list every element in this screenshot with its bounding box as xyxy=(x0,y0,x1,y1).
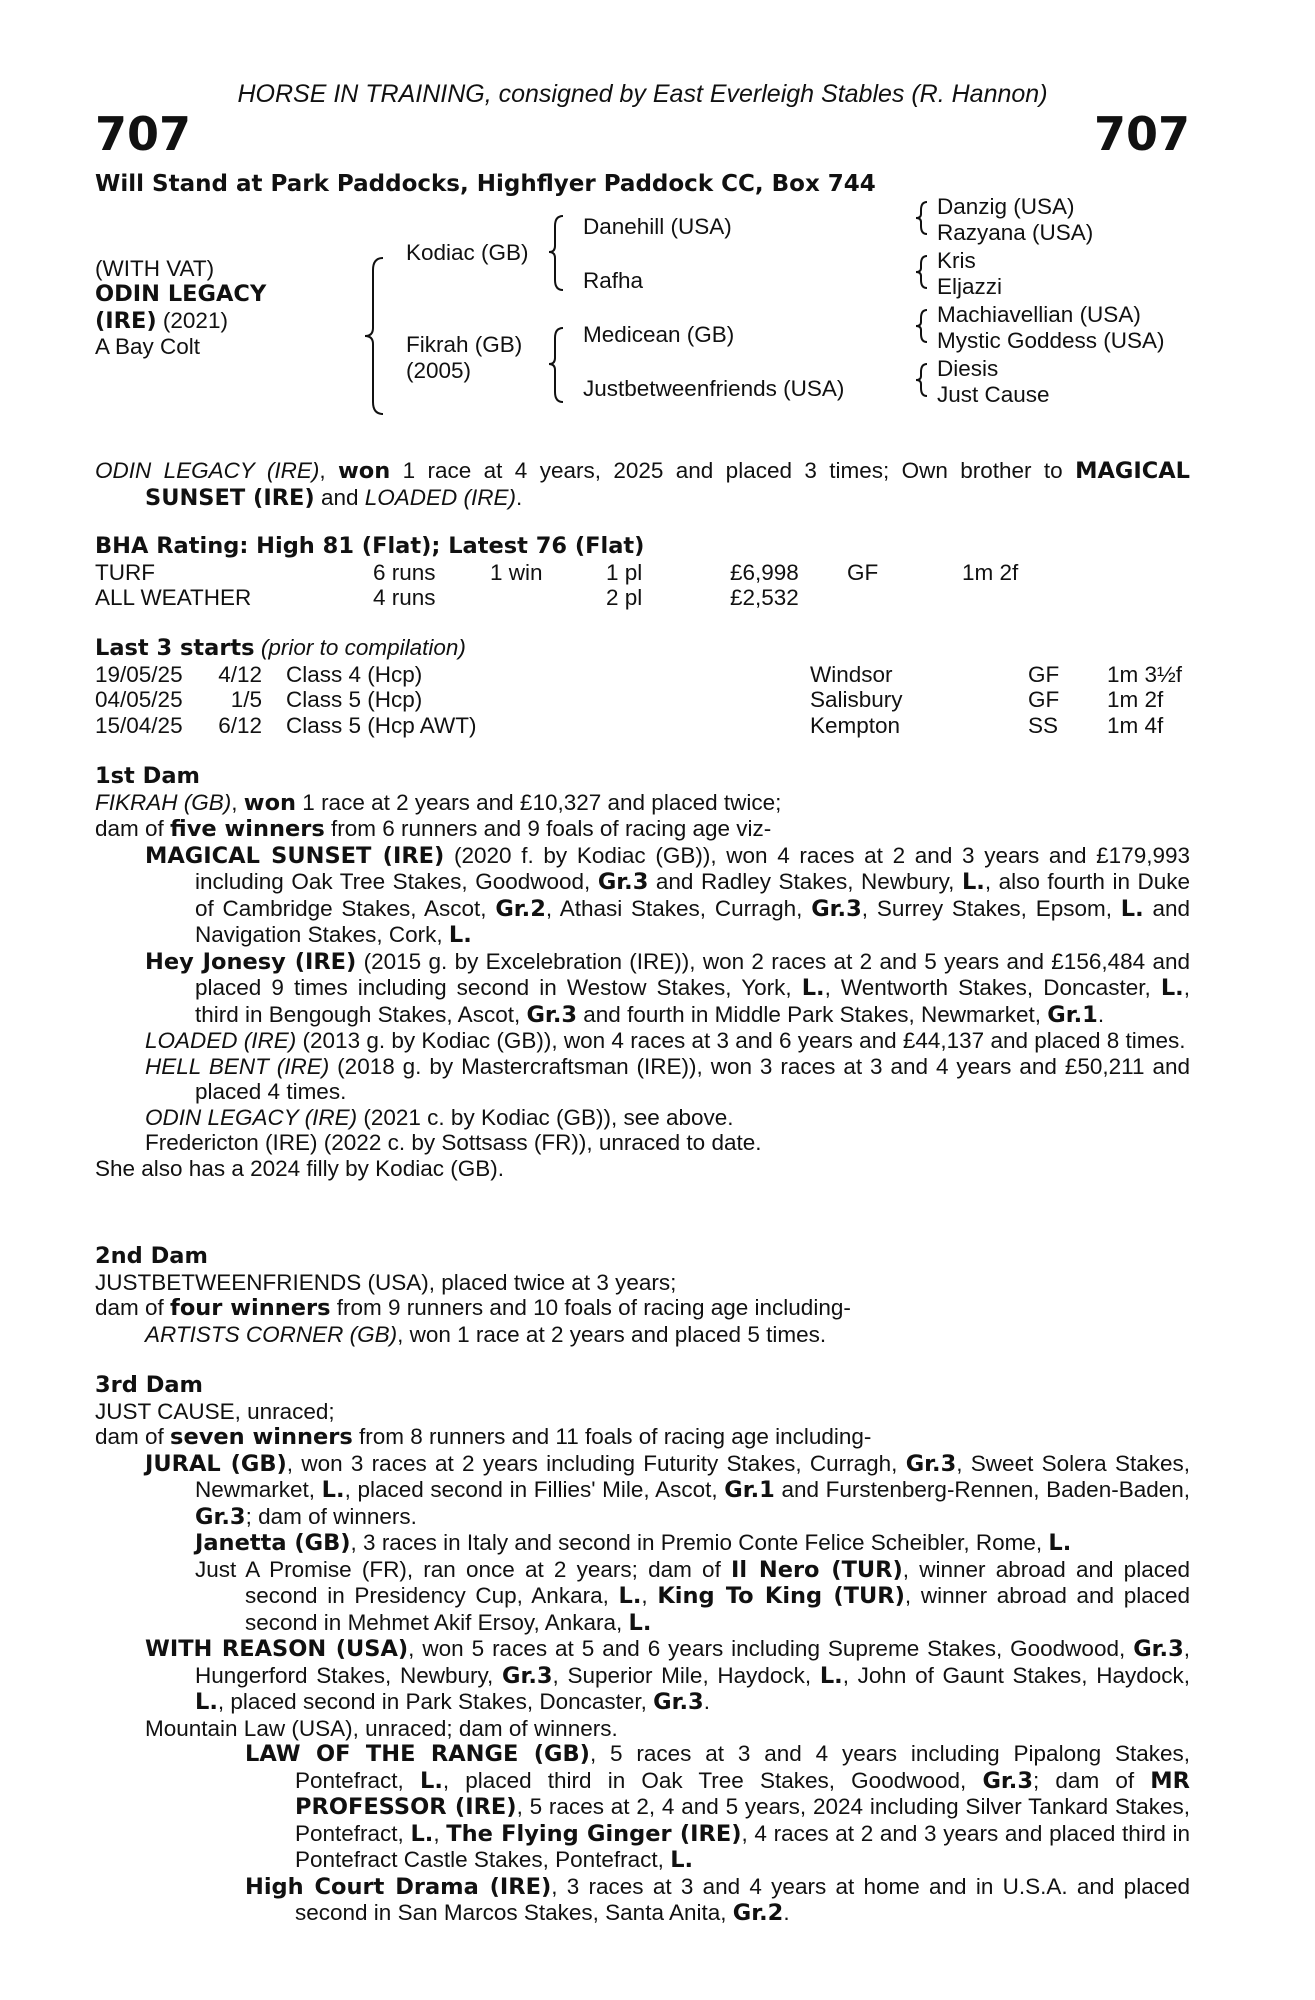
start-date: 04/05/25 xyxy=(95,687,183,712)
produce-sub-entry xyxy=(95,1530,1190,1557)
start-row xyxy=(95,687,1190,713)
text: . xyxy=(783,1900,790,1925)
summary-and: and xyxy=(314,484,365,510)
start-distance: 1m 2f xyxy=(1107,687,1164,712)
horse-year: (2021) xyxy=(162,308,228,333)
first-dam-produce-line xyxy=(95,816,1190,843)
first-dam-name: FIKRAH (GB) xyxy=(95,789,232,815)
last-starts-heading xyxy=(95,635,1190,662)
grade: Gr.2 xyxy=(495,895,546,922)
text: from 6 runners and 9 foals of racing age viz- xyxy=(324,816,772,841)
summary-horse: ODIN LEGACY (IRE) xyxy=(95,458,320,483)
dam-year: (2005) xyxy=(406,358,472,383)
produce-note: She also has a 2024 filly by Kodiac (GB). xyxy=(95,1155,504,1181)
winners-count: four winners xyxy=(170,1295,331,1321)
produce-entry xyxy=(95,1636,1190,1716)
grade: Gr.1 xyxy=(1047,1001,1098,1028)
first-dam-section xyxy=(95,764,1190,1181)
text: , Superior Mile, Haydock, xyxy=(552,1662,820,1688)
text: and fourth in Middle Park Stakes, Newmarket, xyxy=(577,1001,1048,1027)
start-distance: 1m 3½f xyxy=(1107,661,1183,687)
produce-entry xyxy=(95,1322,1190,1348)
produce-name: ODIN LEGACY (IRE) xyxy=(145,1104,358,1130)
text: , 4 races at 2 and 3 years and placed third in Pontefract Castle Stakes, Pontefract, xyxy=(295,1820,1190,1872)
start-class: Class 5 (Hcp AWT) xyxy=(286,712,477,738)
first-dam-title: 1st Dam xyxy=(95,763,200,789)
grade: Gr.3 xyxy=(982,1767,1033,1794)
produce-name: Hey Jonesy (IRE) xyxy=(145,948,357,975)
grade: Gr.3 xyxy=(501,1662,553,1689)
second-dam-title: 2nd Dam xyxy=(95,1243,208,1269)
start-class: Class 4 (Hcp) xyxy=(286,661,423,687)
ped-sdd: Eljazzi xyxy=(937,274,1003,299)
text: and Radley Stakes, Newbury, xyxy=(648,869,962,894)
text: dam of xyxy=(95,1295,171,1320)
rating-runs: 6 runs xyxy=(373,559,436,585)
last-starts-title: Last 3 starts xyxy=(95,635,255,661)
horse-country: (IRE) xyxy=(95,308,157,334)
grade: Gr.2 xyxy=(732,1900,784,1926)
lot-number-left: 707 xyxy=(95,107,192,161)
text: from 9 runners and 10 foals of racing age including- xyxy=(330,1295,851,1320)
text: , John of Gaunt Stakes, Haydock, xyxy=(842,1662,1190,1688)
produce-entry xyxy=(95,1028,1190,1054)
produce-name: LOADED (IRE) xyxy=(145,1028,297,1053)
text: (2020 f. by Kodiac (GB)), won 4 races at 2 and 3 years and £179,993 including Oak Tree Stakes, Goodwood, xyxy=(195,842,1190,894)
horse-description: A Bay Colt xyxy=(95,334,201,359)
sire-sire: Danehill (USA) xyxy=(583,214,732,239)
grade: Gr.3 xyxy=(526,1001,578,1028)
first-dam-won: won xyxy=(243,789,297,816)
text: , Wentworth Stakes, Doncaster, xyxy=(824,975,1161,1000)
produce-entry: Mountain Law (USA), unraced; dam of winners. xyxy=(145,1715,618,1741)
text: , placed third in Oak Tree Stakes, Goodwood, xyxy=(442,1767,983,1793)
ped-ddd: Just Cause xyxy=(937,382,1050,407)
rating-prize: £6,998 xyxy=(730,559,799,585)
rating-row-turf xyxy=(95,560,1190,586)
text: (2018 g. by Mastercraftsman (IRE)), won 3 races at 3 and 4 years and £50,211 and placed 4 times. xyxy=(195,1053,1190,1104)
stand-location: Will Stand at Park Paddocks, Highflyer Paddock CC, Box 744 xyxy=(95,171,876,197)
text: , 5 races at 2, 4 and 5 years, 2024 including Silver Tankard Stakes, Pontefract, xyxy=(295,1794,1190,1846)
listed: L. xyxy=(819,1662,843,1689)
start-row xyxy=(95,662,1190,688)
start-position: 1/5 xyxy=(230,687,262,712)
grade: Gr.3 xyxy=(905,1450,957,1477)
produce-sub-entry xyxy=(95,1874,1190,1927)
listed: L. xyxy=(1048,1530,1072,1556)
second-dam-line: JUSTBETWEENFRIENDS (USA), placed twice at 3 years; xyxy=(95,1269,677,1295)
text: ; dam of winners. xyxy=(245,1503,417,1529)
produce-name: Il Nero (TUR) xyxy=(731,1556,903,1583)
ped-sss: Danzig (USA) xyxy=(937,194,1075,219)
dam-dam: Justbetweenfriends (USA) xyxy=(583,376,845,401)
start-going: GF xyxy=(1028,687,1060,712)
third-dam-line: JUST CAUSE, unraced; xyxy=(95,1398,335,1424)
second-dam-section xyxy=(95,1244,1190,1347)
summary-sibling-1: MAGICAL SUNSET (IRE) xyxy=(145,458,1190,511)
second-dam-produce-line xyxy=(95,1295,1190,1322)
text: Just A Promise (FR), ran once at 2 years; dam of xyxy=(195,1556,732,1582)
start-row xyxy=(95,713,1190,739)
listed: L. xyxy=(1160,975,1184,1001)
winners-count: five winners xyxy=(170,816,325,842)
start-going: GF xyxy=(1028,661,1060,687)
start-position: 6/12 xyxy=(218,712,262,738)
text: , 5 races at 3 and 4 years including Pipalong Stakes, Pontefract, xyxy=(295,1741,1191,1793)
grade: Gr.3 xyxy=(811,895,862,922)
text: , Surrey Stakes, Epsom, xyxy=(861,895,1121,921)
text: and Navigation Stakes, Cork, xyxy=(195,895,1191,947)
text: , placed second in Fillies' Mile, Ascot, xyxy=(344,1477,725,1502)
first-dam-line: FIKRAH (GB), won 1 race at 2 years and £10,327 and placed twice; xyxy=(95,789,782,816)
produce-entry xyxy=(95,949,1190,1029)
sire-dam: Rafha xyxy=(583,268,644,293)
start-course: Salisbury xyxy=(810,687,903,712)
text: , won 5 races at 5 and 6 years including Supreme Stakes, Goodwood, xyxy=(408,1636,1134,1661)
text: , third in Bengough Stakes, Ascot, xyxy=(195,975,1190,1027)
produce-sub-entry xyxy=(95,1741,1190,1874)
produce-entry xyxy=(95,1105,1190,1131)
horse-name: ODIN LEGACY xyxy=(95,281,267,307)
third-dam-produce-line xyxy=(95,1424,1190,1451)
listed: L. xyxy=(419,1767,443,1794)
last-starts-section xyxy=(95,635,1190,738)
produce-name: JURAL (GB) xyxy=(145,1450,287,1477)
rating-row-all-weather xyxy=(95,585,1190,611)
produce-entry xyxy=(95,843,1190,949)
grade: Gr.3 xyxy=(597,869,649,895)
horse-name-suffix-line xyxy=(95,308,228,335)
first-dam-record: 1 race at 2 years and £10,327 and placed twice; xyxy=(296,789,782,815)
listed: L. xyxy=(410,1820,434,1847)
text: , placed second in Park Stakes, Doncaster, xyxy=(217,1689,654,1714)
listed: L. xyxy=(195,1689,218,1715)
rating-distance: 1m 2f xyxy=(962,559,1019,585)
dam: Fikrah (GB) xyxy=(406,332,523,357)
start-course: Windsor xyxy=(810,661,893,687)
produce-entry xyxy=(95,1054,1190,1105)
produce-entry: Fredericton (IRE) (2022 c. by Sottsass (FR)), unraced to date. xyxy=(145,1130,762,1155)
grade: Gr.1 xyxy=(724,1477,775,1503)
grade: Gr.3 xyxy=(195,1503,246,1530)
third-dam-title: 3rd Dam xyxy=(95,1372,203,1398)
last-starts-note: (prior to compilation) xyxy=(254,635,466,660)
pedigree-table xyxy=(95,194,1190,415)
text: from 8 runners and 11 foals of racing age including- xyxy=(352,1424,872,1449)
text: , Athasi Stakes, Curragh, xyxy=(545,895,812,921)
rating-placed: 1 pl xyxy=(606,559,643,585)
text: , Sweet Solera Stakes, Newmarket, xyxy=(195,1450,1190,1502)
start-date: 15/04/25 xyxy=(95,712,183,738)
text: (2015 g. by Excelebration (IRE)), won 2 races at 2 and 5 years and £156,484 and placed 9 times including second in Westow Stakes, York, xyxy=(195,948,1190,1000)
start-going: SS xyxy=(1028,712,1059,738)
text: , Hungerford Stakes, Newbury, xyxy=(195,1636,1191,1688)
listed: L. xyxy=(961,869,985,895)
summary-text: 1 race at 4 years, 2025 and placed 3 times; Own brother to xyxy=(390,458,1063,483)
produce-name: Janetta (GB) xyxy=(195,1530,351,1556)
produce-entry xyxy=(95,1451,1190,1531)
summary-sibling-2: LOADED (IRE) xyxy=(364,484,517,510)
text: , xyxy=(433,1820,447,1846)
listed: L. xyxy=(618,1583,642,1609)
listed: L. xyxy=(321,1477,345,1503)
produce-name: HELL BENT (IRE) xyxy=(145,1053,330,1079)
text: , winner abroad and placed second in Mehmet Akif Ersoy, Ankara, xyxy=(245,1583,1190,1635)
produce-name: High Court Drama (IRE) xyxy=(245,1873,552,1900)
grade: Gr.3 xyxy=(1133,1636,1184,1662)
start-position: 4/12 xyxy=(218,661,262,687)
rating-surface: TURF xyxy=(95,559,155,585)
listed: L. xyxy=(670,1847,694,1873)
start-class: Class 5 (Hcp) xyxy=(286,687,423,712)
listed: L. xyxy=(1120,895,1144,922)
bha-rating-section xyxy=(95,534,1190,611)
text: dam of xyxy=(95,1424,171,1449)
ped-ssd: Razyana (USA) xyxy=(937,220,1094,245)
text: , won 3 races at 2 years including Futurity Stakes, Curragh, xyxy=(286,1450,906,1476)
produce-name: King To King (TUR) xyxy=(657,1583,905,1609)
text: , winner abroad and placed second in Presidency Cup, Ankara, xyxy=(245,1556,1190,1608)
bha-rating-title: BHA Rating: High 81 (Flat); Latest 76 (Flat) xyxy=(95,533,645,559)
produce-name: MR PROFESSOR (IRE) xyxy=(295,1767,1190,1820)
produce-name: LAW OF THE RANGE (GB) xyxy=(245,1741,590,1767)
rating-surface: ALL WEATHER xyxy=(95,585,252,610)
vat-note: (WITH VAT) xyxy=(95,256,215,281)
rating-prize: £2,532 xyxy=(730,585,799,610)
text: ; dam of xyxy=(1033,1767,1151,1793)
third-dam-section xyxy=(95,1373,1190,1927)
lot-number-right: 707 xyxy=(1093,107,1190,161)
text: . xyxy=(1097,1001,1105,1027)
ped-dds: Diesis xyxy=(937,356,999,381)
rating-going: GF xyxy=(847,559,879,585)
produce-name: WITH REASON (USA) xyxy=(145,1636,409,1662)
rating-wins: 1 win xyxy=(490,559,543,585)
ped-dsd: Mystic Goddess (USA) xyxy=(937,328,1165,353)
text: . xyxy=(703,1689,710,1714)
text: dam of xyxy=(95,816,171,841)
summary-end: . xyxy=(516,484,523,510)
listed: L. xyxy=(628,1609,652,1636)
grade: Gr.3 xyxy=(653,1689,704,1715)
summary-won: won xyxy=(338,458,391,484)
race-summary: ODIN LEGACY (IRE), won 1 race at 4 years, 2025 and placed 3 times; Own brother to MAGICAL SUNSET (IRE) and LOADED (IRE). xyxy=(95,458,1190,511)
rating-placed: 2 pl xyxy=(606,585,643,610)
listed: L. xyxy=(448,922,472,948)
text: , 3 races at 3 and 4 years at home and in U.S.A. and placed second in San Marcos Stakes, Santa Anita, xyxy=(295,1873,1190,1925)
produce-sub-entry xyxy=(95,1557,1190,1637)
text: (2013 g. by Kodiac (GB)), won 4 races at 3 and 6 years and £44,137 and placed 8 times. xyxy=(296,1028,1186,1053)
start-course: Kempton xyxy=(810,712,901,738)
start-distance: 1m 4f xyxy=(1107,712,1164,738)
ped-sds: Kris xyxy=(937,248,976,273)
dam-sire: Medicean (GB) xyxy=(583,322,735,347)
start-date: 19/05/25 xyxy=(95,661,183,687)
text: , also fourth in Duke of Cambridge Stakes, Ascot, xyxy=(195,869,1190,921)
ped-dss: Machiavellian (USA) xyxy=(937,302,1141,327)
rating-runs: 4 runs xyxy=(373,585,436,610)
produce-name: ARTISTS CORNER (GB) xyxy=(145,1321,398,1347)
sire: Kodiac (GB) xyxy=(406,240,529,265)
winners-count: seven winners xyxy=(170,1424,353,1450)
text: , 3 races in Italy and second in Premio Conte Felice Scheibler, Rome, xyxy=(350,1530,1049,1555)
text: , won 1 race at 2 years and placed 5 times. xyxy=(397,1321,827,1347)
produce-name: MAGICAL SUNSET (IRE) xyxy=(145,842,445,869)
produce-name: The Flying Ginger (IRE) xyxy=(446,1820,742,1847)
listed: L. xyxy=(801,975,825,1001)
text: , xyxy=(641,1583,658,1608)
text: (2021 c. by Kodiac (GB)), see above. xyxy=(357,1104,734,1130)
consignor-header: HORSE IN TRAINING, consigned by East Everleigh Stables (R. Hannon) xyxy=(237,80,1048,108)
text: and Furstenberg-Rennen, Baden-Baden, xyxy=(774,1477,1191,1502)
